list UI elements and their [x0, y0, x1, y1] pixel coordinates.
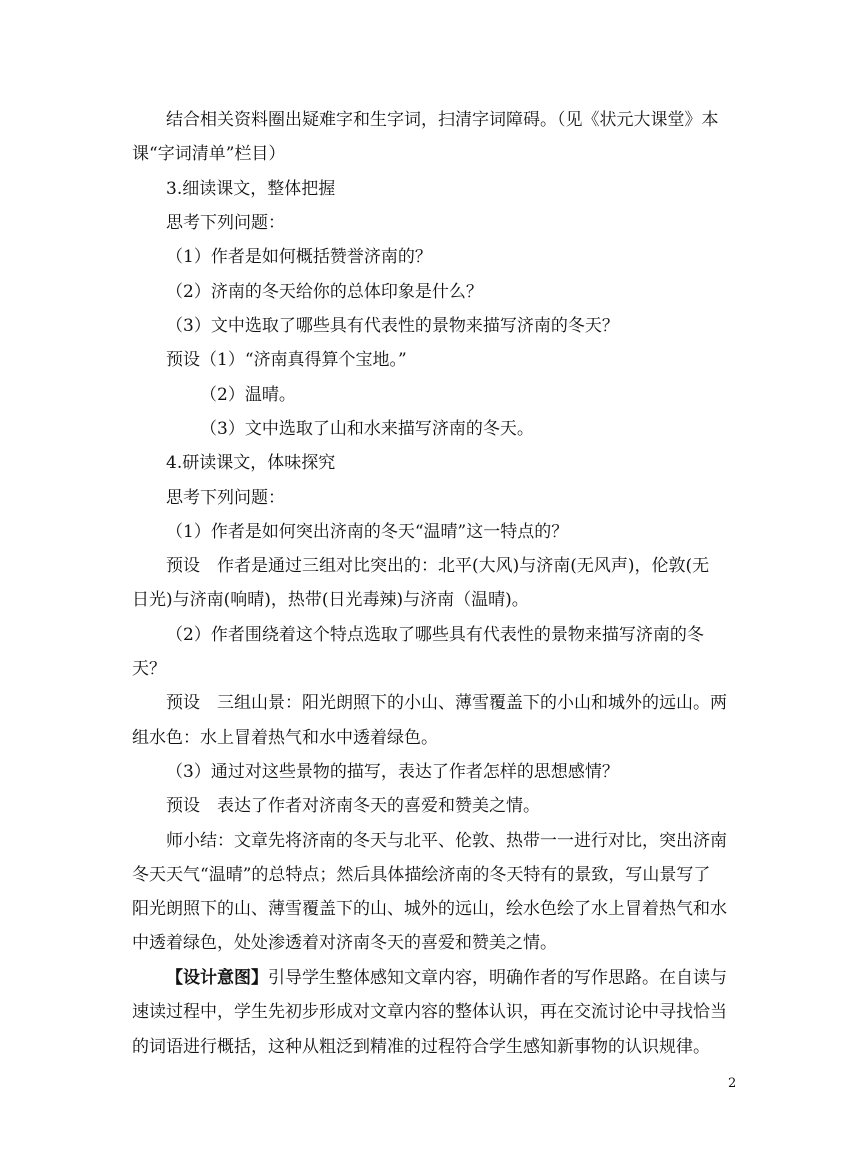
design-intent-line: 速读过程中，学生先初步形成对文章内容的整体认识，再在交流讨论中寻找恰当	[132, 1002, 727, 1022]
summary-line: 阳光朗照下的山、薄雪覆盖下的山、城外的远山，绘水色绘了水上冒着热气和水	[132, 899, 727, 919]
body-line: 思考下列问题：	[166, 213, 285, 233]
design-intent-label: 【设计意图】	[166, 968, 268, 988]
section-heading: 3.细读课文，整体把握	[166, 179, 336, 199]
section-heading: 4.研读课文，体味探究	[166, 453, 336, 473]
body-line: 课“字词清单”栏目）	[132, 144, 286, 164]
page-number: 2	[728, 1076, 737, 1091]
answer-line: 预设 作者是通过三组对比突出的：北平(大风)与济南(无风声)，伦敦(无	[166, 556, 710, 576]
question-line: 天？	[132, 659, 166, 679]
design-intent-line: 的词语进行概括，这种从粗泛到精准的过程符合学生感知新事物的认识规律。	[132, 1037, 710, 1057]
question-line: （2）济南的冬天给你的总体印象是什么？	[166, 282, 483, 302]
question-line: （1）作者是如何突出济南的冬天“温晴”这一特点的？	[166, 522, 569, 542]
answer-line: 预设 表达了作者对济南冬天的喜爱和赞美之情。	[166, 796, 540, 816]
answer-line: 预设（1）“济南真得算个宝地。”	[166, 350, 407, 370]
design-intent-line	[166, 966, 727, 990]
design-intent-text: 引导学生整体感知文章内容，明确作者的写作思路。在自读与	[268, 968, 727, 988]
summary-line: 冬天天气“温晴”的总特点；然后具体描绘济南的冬天特有的景致，写山景写了	[132, 865, 711, 885]
summary-line: 中透着绿色，处处渗透着对济南冬天的喜爱和赞美之情。	[132, 933, 557, 953]
answer-line: 组水色：水上冒着热气和水中透着绿色。	[132, 728, 438, 748]
question-line: （3）通过对这些景物的描写，表达了作者怎样的思想感情？	[166, 762, 619, 782]
question-line: （2）作者围绕着这个特点选取了哪些具有代表性的景物来描写济南的冬	[166, 625, 704, 645]
answer-line: 预设 三组山景：阳光朗照下的小山、薄雪覆盖下的小山和城外的远山。两	[166, 693, 727, 713]
body-line: 思考下列问题：	[166, 488, 285, 508]
answer-line: （2）温晴。	[200, 385, 296, 405]
summary-line: 师小结：文章先将济南的冬天与北平、伦敦、热带一一进行对比，突出济南	[166, 831, 727, 851]
answer-line: 日光)与济南(响晴)，热带(日光毒辣)与济南（温晴)。	[132, 590, 529, 610]
question-line: （1）作者是如何概括赞誉济南的？	[166, 247, 432, 267]
question-line: （3）文中选取了哪些具有代表性的景物来描写济南的冬天？	[166, 316, 619, 336]
answer-line: （3）文中选取了山和水来描写济南的冬天。	[200, 419, 534, 439]
body-line: 结合相关资料圈出疑难字和生字词，扫清字词障碍。（见《状元大课堂》本	[166, 110, 719, 130]
